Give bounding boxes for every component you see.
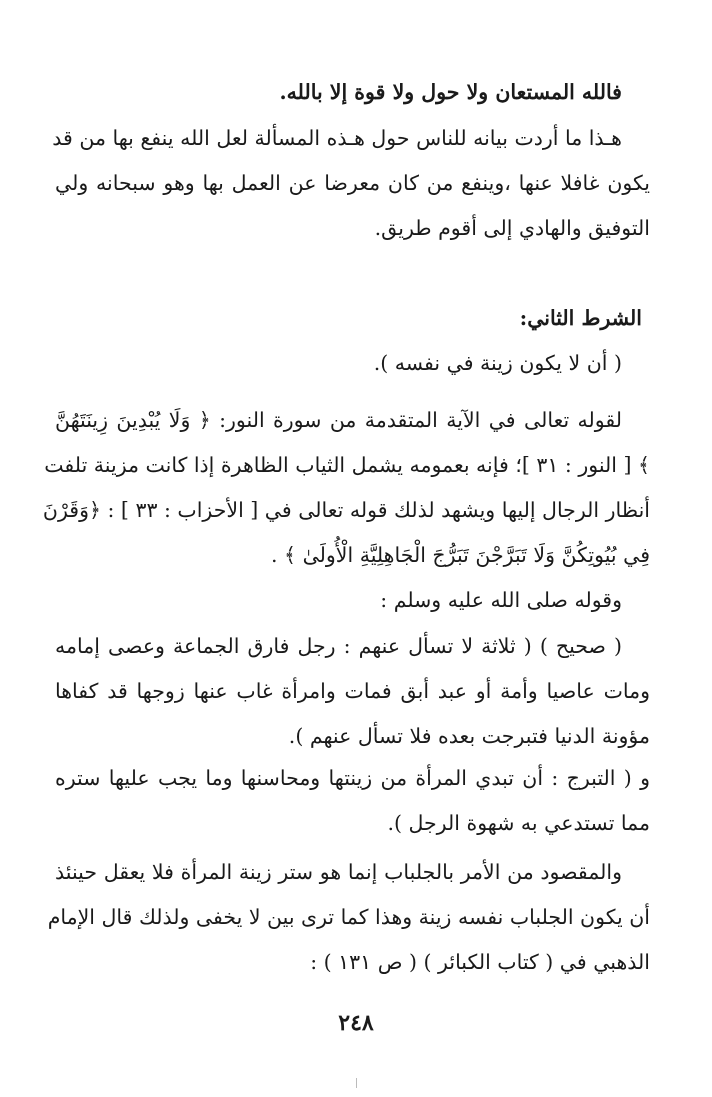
text-line: وقوله صلى الله عليه وسلم : <box>380 588 622 612</box>
section-heading: الشرط الثاني: <box>519 306 642 330</box>
text-line: و ( التبرج : أن تبدي المرأة من زينتها ومحاسنها وما يجب عليها ستره <box>55 766 650 790</box>
paragraph-hadith-intro <box>55 578 650 623</box>
text-line: والمقصود من الأمر بالجلباب إنما هو ستر زينة المرأة فلا يعقل حينئذ <box>55 860 622 884</box>
paragraph-hadith <box>55 624 650 759</box>
text-line: التوفيق والهادي إلى أقوم طريق. <box>374 216 650 240</box>
text-line: هـذا ما أردت بيانه للناس حول هـذه المسألة لعل الله ينفع بها من قد <box>52 126 622 150</box>
text-line: ( صحيح ) ( ثلاثة لا تسأل عنهم : رجل فارق الجماعة وعصى إمامه <box>55 634 622 658</box>
section-heading-block <box>55 296 650 386</box>
section-subheading: ( أن لا يكون زينة في نفسه ). <box>373 351 622 375</box>
paragraph-quran-evidence <box>42 398 650 578</box>
paragraph-definition <box>55 756 650 846</box>
text-line: مما تستدعي به شهوة الرجل ). <box>387 811 650 835</box>
text-line: فالله المستعان ولا حول ولا قوة إلا بالله. <box>279 80 622 104</box>
page-number: ٢٤٨ <box>338 1010 374 1036</box>
page-edge-mark <box>356 1078 357 1088</box>
text-line: الذهبي في ( كتاب الكبائر ) ( ص ١٣١ ) : <box>310 950 650 974</box>
text-line: ومات عاصيا وأمة أو عبد أبق فمات وامرأة غاب عنها زوجها قد كفاها <box>55 679 650 703</box>
paragraph-conclusion <box>47 850 650 985</box>
text-line: أن يكون الجلباب نفسه زينة وهذا كما ترى بين لا يخفى ولذلك قال الإمام <box>47 905 650 929</box>
text-line: لقوله تعالى في الآية المتقدمة من سورة النور: ﴿ وَلَا يُبْدِينَ زِينَتَهُنَّ <box>55 408 622 432</box>
paragraph-statement <box>52 116 650 251</box>
text-line: أنظار الرجال إليها ويشهد لذلك قوله تعالى في [ الأحزاب : ٣٣ ] : ﴿وَقَرْنَ <box>42 498 650 522</box>
text-line: ﴾ [ النور : ٣١ ]؛ فإنه بعمومه يشمل الثياب الظاهرة إذا كانت مزينة تلفت <box>44 453 650 477</box>
text-line: فِي بُيُوتِكُنَّ وَلَا تَبَرَّجْنَ تَبَرُّجَ الْجَاهِلِيَّةِ الْأُولَىٰ ﴾ . <box>271 543 650 567</box>
text-line: مؤونة الدنيا فتبرجت بعده فلا تسأل عنهم ). <box>288 724 650 748</box>
text-line: يكون غافلا عنها ،وينفع من كان معرضا عن العمل بها وهو سبحانه ولي <box>55 171 650 195</box>
paragraph-closing-remark <box>55 70 650 115</box>
